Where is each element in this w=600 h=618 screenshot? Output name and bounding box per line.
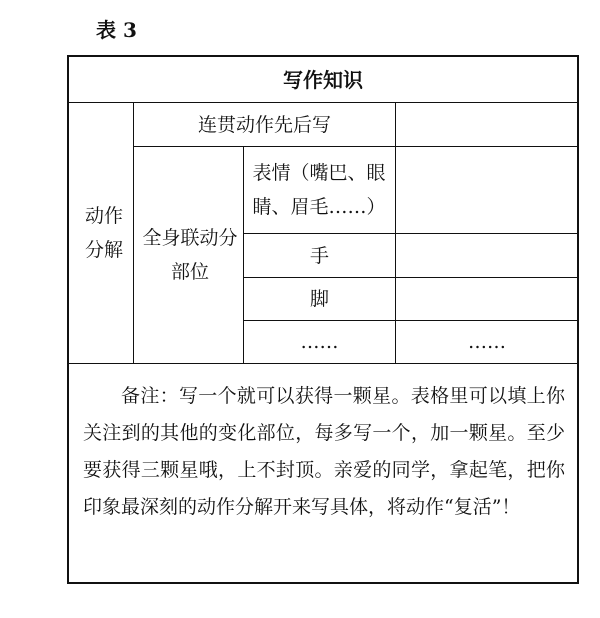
part-expression: 表情（嘴巴、眼睛、眉毛……） [252, 162, 386, 218]
note-paragraph: 备注：写一个就可以获得一颗星。表格里可以填上你关注到的其他的变化部位，每多写一个，加一颗星。至少要获得三颗星哦，上不封顶。亲爱的同学，拿起笔，把你印象最深刻的动作分解开来写具体，将动作“复活”！ [83, 385, 565, 518]
row-label-sequential-actions: 连贯动作先后写 [197, 113, 331, 136]
part-more: …… [300, 331, 339, 353]
table-label: 表 3 [96, 18, 137, 42]
rule-above-note [68, 363, 578, 364]
part-foot: 脚 [309, 288, 329, 310]
answer-more: …… [468, 331, 506, 353]
row-header-action-breakdown: 动作分解 [84, 205, 123, 261]
table-title: 写作知识 [283, 67, 363, 92]
group-label-body-parts: 全身联动分部位 [142, 227, 238, 283]
part-hand: 手 [309, 244, 329, 267]
